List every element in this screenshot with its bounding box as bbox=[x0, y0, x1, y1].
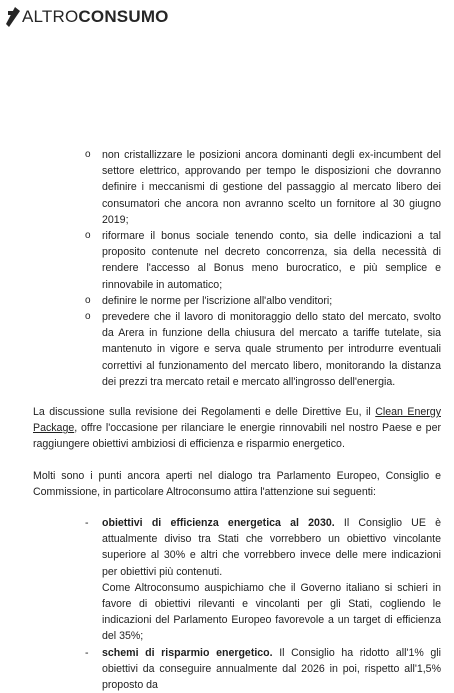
clean-energy-package-link[interactable]: Clean Energy Package bbox=[33, 406, 441, 435]
dash-icon: - bbox=[85, 646, 89, 659]
paragraph-clean-energy: La discussione sulla revisione dei Regolamenti e delle Direttive Eu, il Clean Energy Package, offre l'occasione per rilanciare le energie rinnovabili nel nostro Paese e per raggiungere obiettivi ambiziosi di efficienza e risparmio energetico. bbox=[33, 406, 441, 451]
list-item: - obiettivi di efficienza energetica al 2030. Il Consiglio UE è attualmente diviso tra Stati che vorrebbero un obiettivo vincolante superiore al 30% e altri che vorrebbero invece delle mere indicazioni per obiettivi più contenuti. Come Altroconsumo auspichiamo che il Governo italiano si schieri in favore di obiettivi rilevanti e vincolanti per gli Stati, cogliendo le indicazioni del Parlamento Europeo favorevole a un target di efficienza del 35%; bbox=[33, 515, 441, 645]
list-item: o definire le norme per l'iscrizione all'albo venditori; bbox=[33, 293, 441, 309]
paragraph-open-points: Molti sono i punti ancora aperti nel dialogo tra Parlamento Europeo, Consiglio e Commissione, in particolare Altroconsumo attira l'attenzione sui seguenti: bbox=[33, 469, 441, 498]
list-item: - schemi di risparmio energetico. Il Consiglio ha ridotto all'1% gli obiettivi da conseguire annualmente dal 2026 in poi, rispetto all'1,5% proposto da bbox=[85, 646, 441, 692]
measures-list bbox=[33, 147, 441, 390]
logo-mark-icon bbox=[6, 7, 20, 27]
altroconsumo-logo bbox=[6, 6, 169, 28]
item-note: Come Altroconsumo auspichiamo che il Governo italiano si schieri in favore di obiettivi rilevanti e vincolanti per gli Stati, cogliendo le indicazioni del Parlamento Europeo favorevole a un target di efficienza del 35%; bbox=[102, 581, 441, 643]
bullet-icon: o bbox=[85, 311, 91, 323]
document-body bbox=[33, 147, 441, 693]
open-points-list bbox=[33, 515, 441, 693]
bullet-icon: o bbox=[85, 294, 91, 306]
logo-text: ALTROCONSUMO bbox=[22, 7, 169, 26]
list-item: o non cristallizzare le posizioni ancora dominanti degli ex-incumbent del settore elettrico, approvando per tempo le disposizioni che dovranno definire i meccanismi di gestione del passaggio al mercato libero dei consumatori che ancora non avranno scelto un fornitore al 30 giugno 2019; bbox=[85, 149, 441, 226]
list-item: o riformare il bonus sociale tenendo conto, sia delle indicazioni a tal proposito contenute nel decreto concorrenza, sia della necessità di rendere l'accesso al Bonus meno burocratico, e più semplice e rinnovabile in automatico; bbox=[85, 230, 441, 291]
bullet-icon: o bbox=[85, 230, 91, 242]
dash-icon: - bbox=[85, 517, 89, 530]
list-item: o prevedere che il lavoro di monitoraggio dello stato del mercato, svolto da Arera in funzione della chiusura del mercato a tariffe tutelate, sia mantenuto in vigore e serva quale strumento per introdurre eventuali correttivi al funzionamento del mercato libero, monitorando la distanza dei prezzi tra mercato retail e mercato all'ingrosso dell'energia. bbox=[85, 311, 441, 388]
item-heading: obiettivi di efficienza energetica al 2030. bbox=[102, 517, 335, 530]
item-heading: schemi di risparmio energetico. bbox=[102, 646, 273, 659]
bullet-icon: o bbox=[85, 149, 91, 160]
